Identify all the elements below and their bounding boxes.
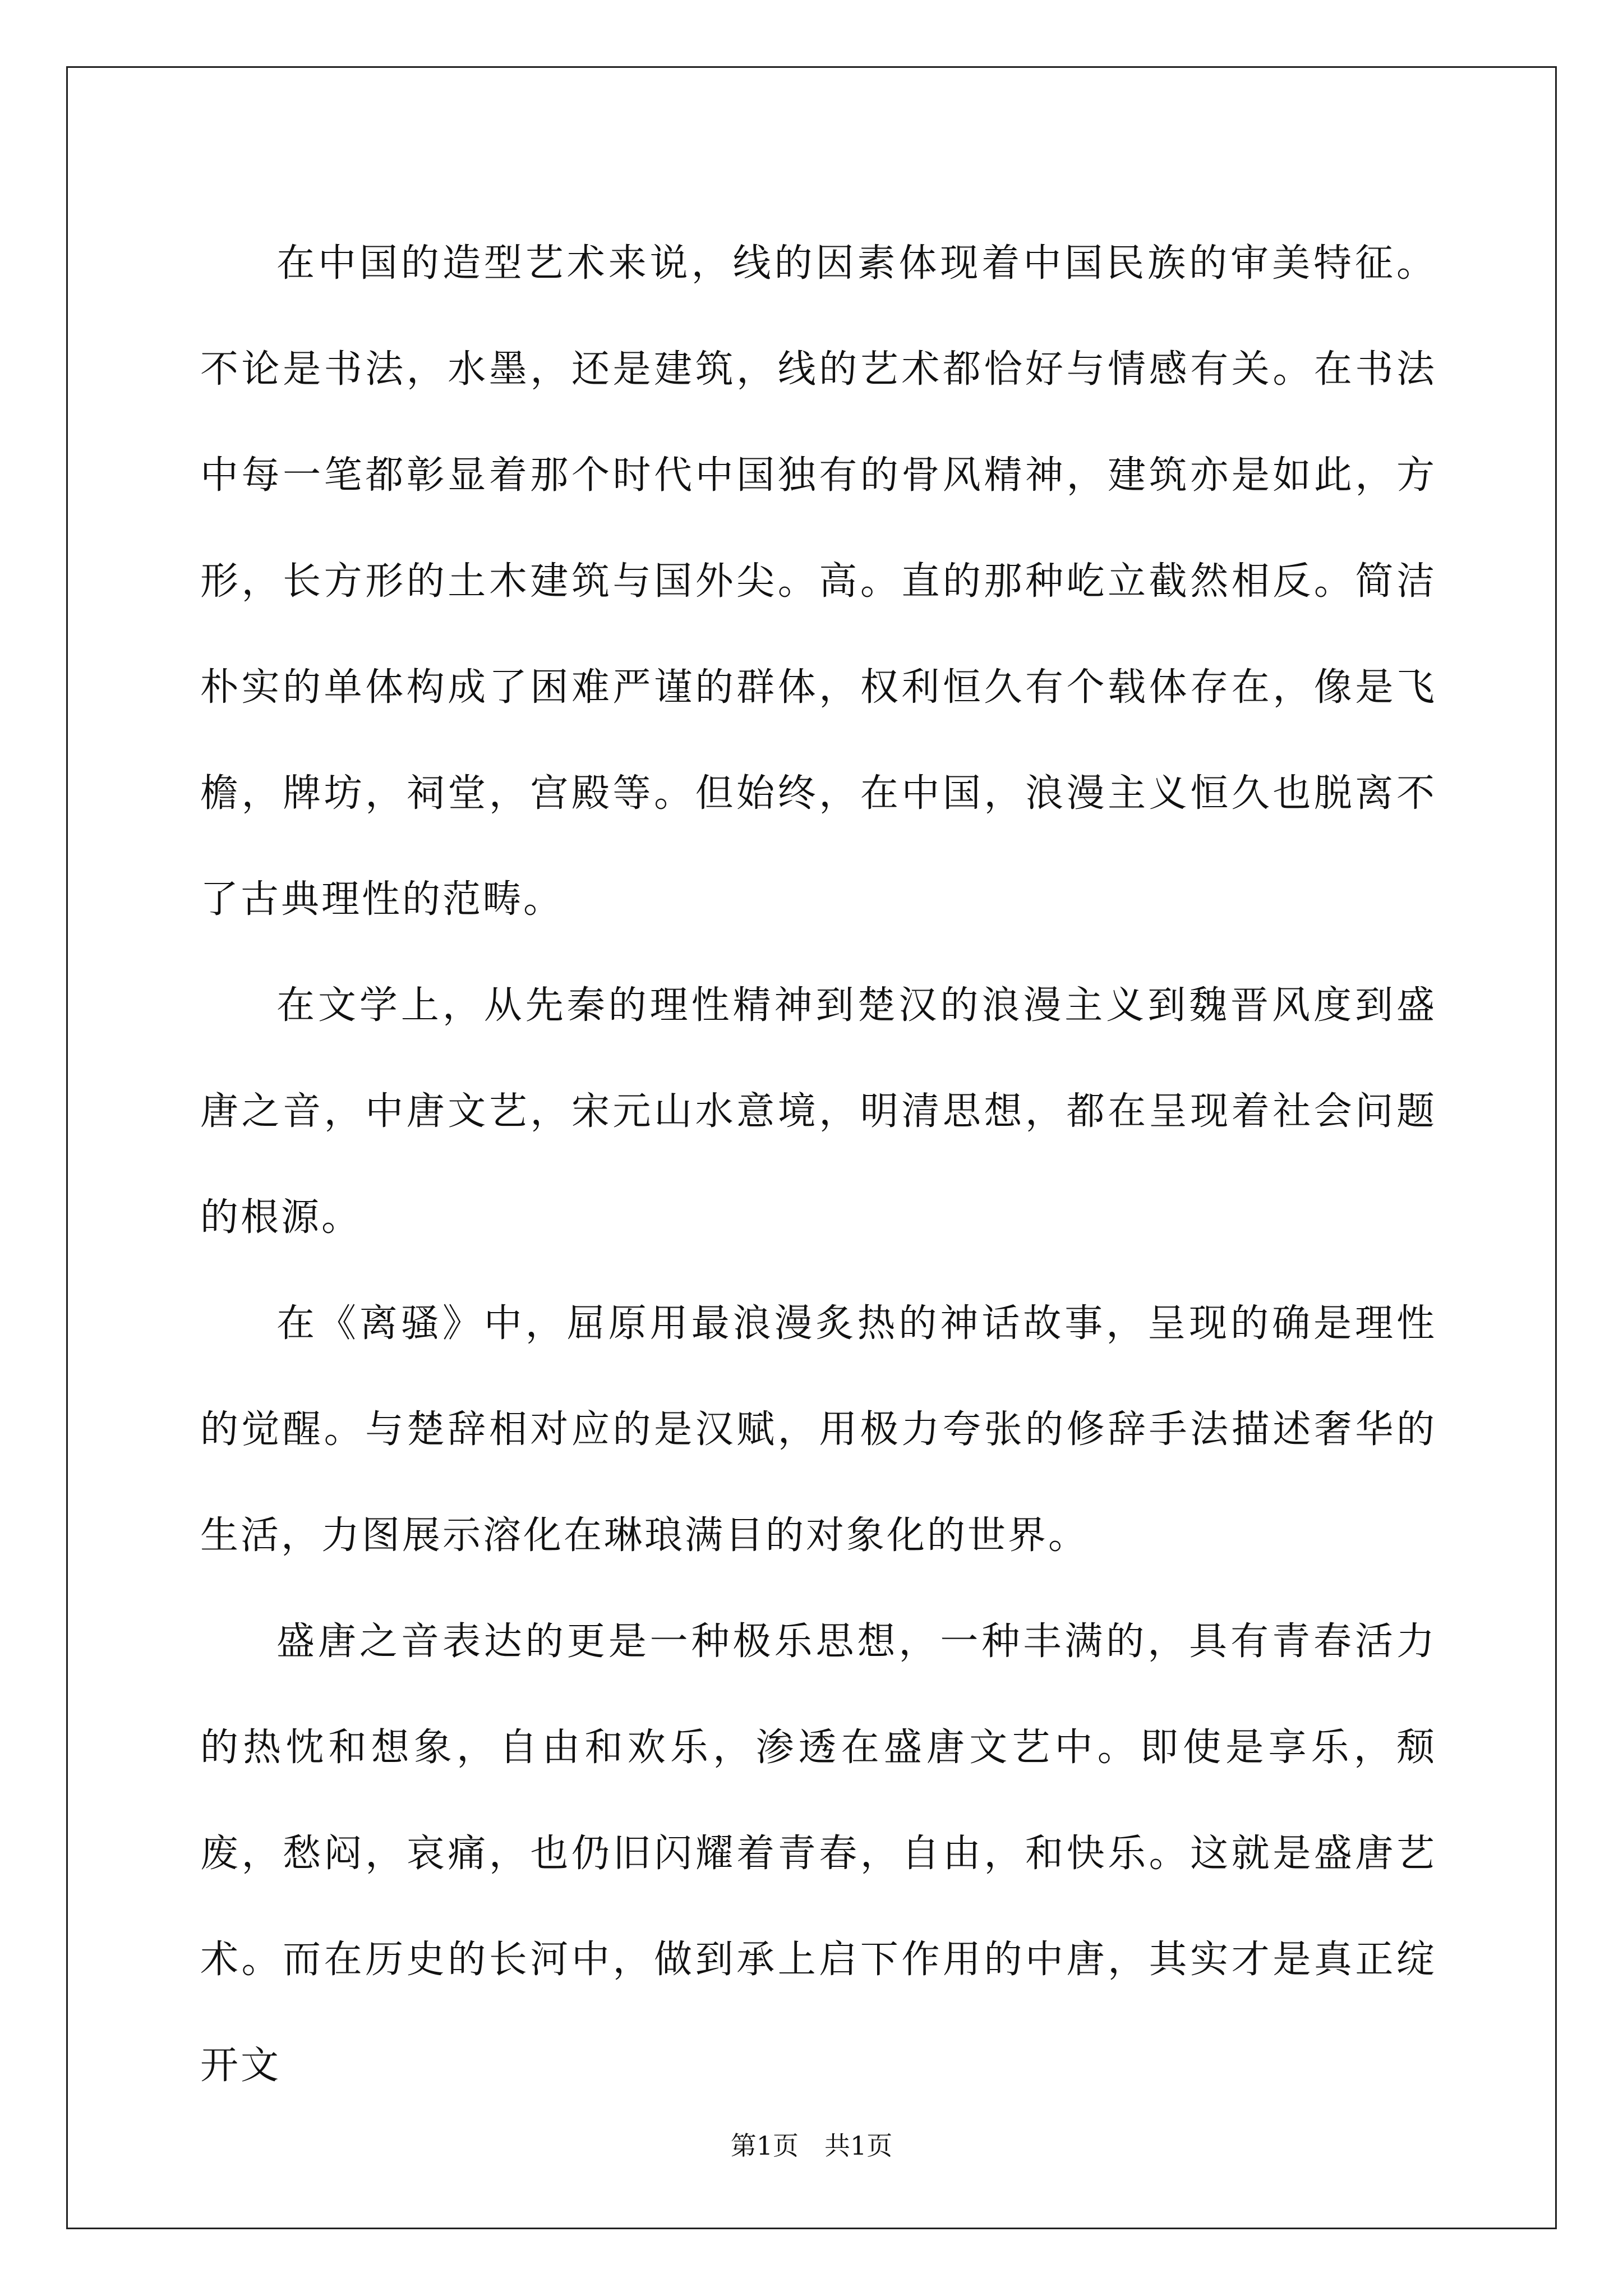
paragraph-3: 在《离骚》中，屈原用最浪漫炙热的神话故事，呈现的确是理性的觉醒。与楚辞相对应的是汉赋，用极力夸张的修辞手法描述奢华的生活，力图展示溶化在琳琅满目的对象化的世界。: [200, 1301, 1437, 1558]
paragraph-4: 盛唐之音表达的更是一种极乐思想，一种丰满的，具有青春活力的热忱和想象，自由和欢乐，渗透在盛唐文艺中。即使是享乐，颓废，愁闷，哀痛，也仍旧闪耀着青春，自由，和快乐。这就是盛唐艺术。而在历史的长河中，做到承上启下作用的中唐，其实才是真正绽开文: [200, 1619, 1437, 2088]
page-number-footer: 第1页 共1页: [730, 2131, 893, 2161]
paragraph-1: 在中国的造型艺术来说，线的因素体现着中国民族的审美特征。不论是书法，水墨，还是建筑，线的艺术都恰好与情感有关。在书法中每一笔都彰显着那个时代中国独有的骨风精神，建筑亦是如此，方形，长方形的土木建筑与国外尖。高。直的那种屹立截然相反。简洁朴实的单体构成了困难严谨的群体，权利恒久有个载体存在，像是飞檐，牌坊，祠堂，宫殿等。但始终，在中国，浪漫主义恒久也脱离不了古典理性的范畴。: [200, 241, 1437, 922]
document-body: [200, 210, 1437, 2119]
paragraph-2: 在文学上，从先秦的理性精神到楚汉的浪漫主义到魏晋风度到盛唐之音，中唐文艺，宋元山水意境，明清思想，都在呈现着社会问题的根源。: [200, 983, 1437, 1240]
